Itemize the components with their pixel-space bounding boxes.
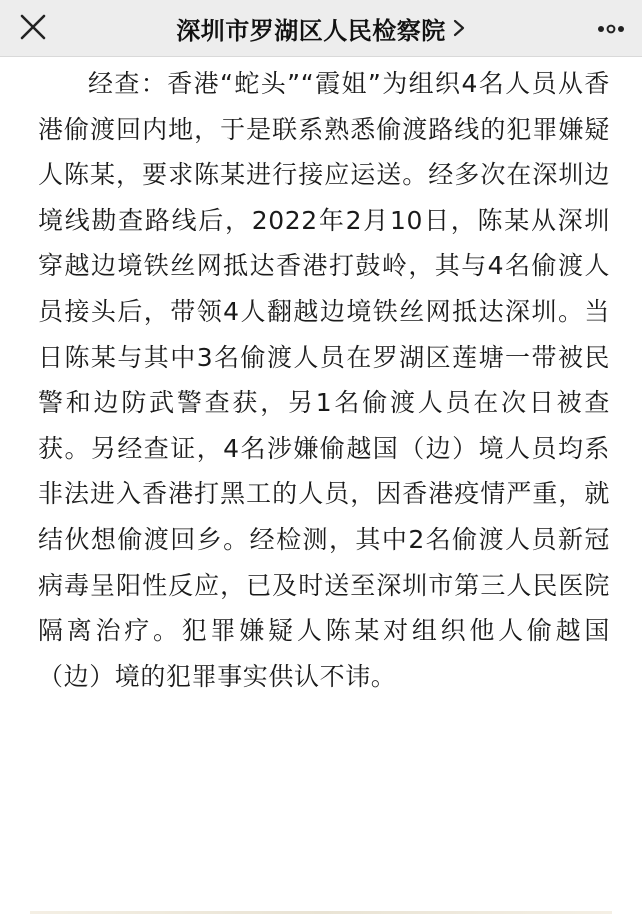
account-title-button[interactable] xyxy=(176,11,466,46)
chevron-right-icon xyxy=(452,18,466,38)
article-paragraph: 经查：香港“蛇头”“霞姐”为组织4名人员从香港偷渡回内地，于是联系熟悉偷渡路线的犯罪嫌疑人陈某，要求陈某进行接应运送。经多次在深圳边境线勘查路线后，2022年2月10日，陈某从深圳穿越边境铁丝网抵达香港打鼓岭，其与4名偷渡人员接头后，带领4人翻越边境铁丝网抵达深圳。当日陈某与其中3名偷渡人员在罗湖区莲塘一带被民警和边防武警查获，另1名偷渡人员在次日被查获。另经查证，4名涉嫌偷越国（边）境人员均系非法进入香港打黑工的人员，因香港疫情严重，就结伙想偷渡回乡。经检测，其中2名偷渡人员新冠病毒呈阳性反应，已及时送至深圳市第三人民医院隔离治疗。犯罪嫌疑人陈某对组织他人偷越国（边）境的犯罪事实供认不讳。 xyxy=(38,69,610,691)
top-bar xyxy=(0,0,642,57)
more-options-button[interactable] xyxy=(594,12,628,46)
close-icon xyxy=(16,10,50,44)
close-button[interactable] xyxy=(16,10,50,44)
title-container xyxy=(0,0,642,56)
more-dots-icon xyxy=(594,12,628,46)
page-title: 深圳市罗湖区人民检察院 xyxy=(176,16,446,45)
article-content[interactable] xyxy=(0,57,642,914)
